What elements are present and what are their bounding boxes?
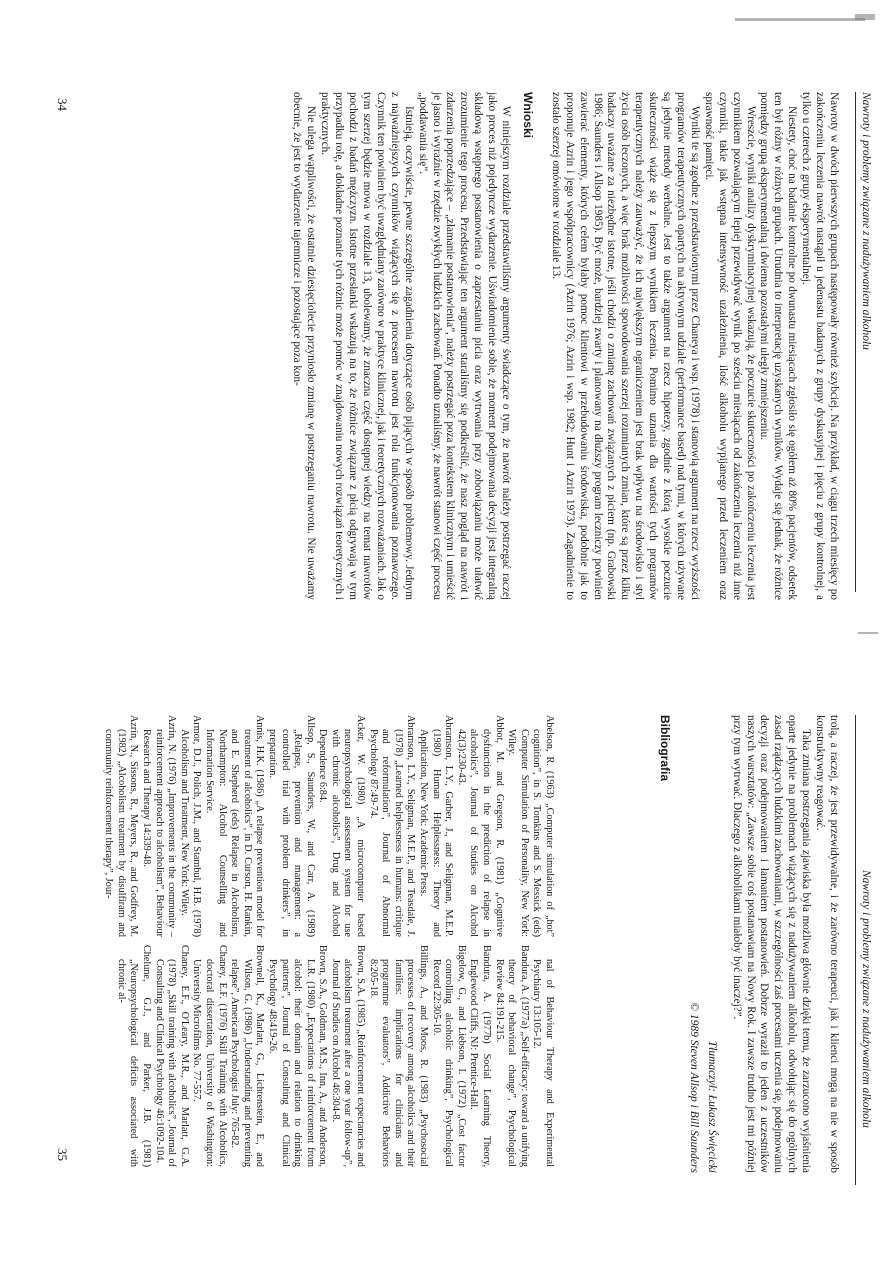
reference-entry: Chaney, E.F. (1976) Skill Training with Alcoholics, doctoral dissertation, University of Washington: University Microfilms No. 77-557. (191, 945, 228, 1167)
header-rule-right (855, 715, 856, 1185)
paragraph: Istnieją, oczywiście, pewne szczególne zagadnienia dotyczące osób pijących w sposób problemowy. Jednym z najważniejszych czynników wiążących się z procesem nawrotu jest rola funkcjonowania poznawczego. Czynnik ten powinien być uwzględniany zarówno w praktyce klinicznej, jak i teoretycznych rozważaniach. Jak o tym szerzej będzie mowa w rozdziale 13, ubolewamy, że znaczna część dostępnej wiedzy na temat nawrotów pochodzi z badań mężczyzn. Istotne przesłanki wskazują na to, że różnice związane z płcią odgrywają w tym przypadku rolę, a dokładne poznanie tych różnic może pomóc w znajdowaniu nowych rozwiązań teoretycznych i praktycznych. (319, 92, 415, 600)
reference-entry: Chaney, E.F., O'Leary, M.R., and Marlatt, G.A. (1978) „Skill training with alcoholics”, Journal of Consulting and Clinical Psychology 46:1092-104. (153, 945, 190, 1167)
scan-mark (855, 14, 875, 20)
reference-entry: Abramson, L.Y., Seligman, M.E.P., and Teasdale, J. (1978) „Learned helplessness in humans: critique and reformulation”, Journal of Abnormal Psychology 87:49-74. (367, 715, 417, 937)
reference-entry: Bigelow, G., and Liebson, I. (1972) „Cost factor controlling alcoholic drinking”, Psychological Record 22:305-10. (430, 945, 467, 1167)
reference-entry: Abramson, L.Y., Garber, J., and Seligman, M.E.P. (1980) Human Helplessness: Theory and Application, New York: Academic Press. (418, 715, 455, 937)
reference-entry: nal of Behaviour Therapy and Experimental Psychiatry 13:105-12. (531, 959, 555, 1167)
bibliography-column-1 (102, 715, 555, 937)
reference-entry: Brown, S.A., Goldman, M.S., Inn, A., and Anderson, L.R. (1980) „Expectations of reinforcement from alcohol: their domain and relation to drinking patterns”, Journal of Consulting and Clinical Psychology 48:419-26. (266, 945, 329, 1167)
paragraph: Nie ulega wątpliwości, że ostatnie dziesięciolecie przyniosło zmianę w postrzeganiu nawrotu. Nie uważamy obecnie, że jest to wydarzenie tajemnicze i pozostające poza kon- (291, 92, 318, 600)
reference-entry: Bandura, A. (1977b) Social Learning Theory, Englewood Cliffs, NJ: Prentice-Hall. (468, 945, 493, 1167)
reference-entry: Brown, S.A. (1985) „Reinforcement expectancies and alcoholism treatment after a one year follow-up”, Journal of Studies on Alcohol 46:304-8. (329, 945, 367, 1167)
section-heading-conclusions: Wnioski (520, 92, 535, 139)
signature-block (685, 715, 721, 1173)
reference-entry: Allsop, S., Saunders, W., and Carr, A. (1989) „Relapse, prevention and management: a controlled trial with problem drinkers”, in preparation. (266, 715, 316, 937)
left-page-body (290, 92, 840, 600)
reference-entry: Billings, A., and Moos, R. (1983) „Psychosocial processes of recovery among alcoholics and their families: implications for clinicians and programme evaluators”, Addictive Behaviors 8:205-18. (367, 945, 430, 1167)
reference-entry: Chelune, G.J., and Parker, J.B. (1981) „Neuropsychological deficits associated with chronic al- (115, 945, 152, 1167)
copyright-line: © 1989 Steven Allsop i Bill Saunders (687, 1002, 700, 1173)
paragraph: Niestety, choć na badanie kontrolne po dwunastu miesiącach zgłosiło się ogółem aż 80% pacjentów, odsetek ten był różny w różnych grupach. Utrudnia to interpretację uzyskanych wyników. Wydaje się jednak, że różnice pomiędzy grupą eksperymentalną i dwiema pozostałymi uległy zmniejszeniu. (758, 92, 799, 600)
scan-mark (735, 18, 865, 21)
scan-mark (858, 632, 878, 634)
reference-entry: Acker, W. (1980) „A microcomputer based neuropsychological assessment system for use with chronic alcoholics”, Drug and Alcohol Dependence 6:84. (317, 715, 367, 937)
paragraph: Taka zmiana postrzegania zjawiska była możliwa głównie dzięki temu, że zarzucono wyjaśnienia oparte jedynie na problemach wiążących się z nadużywaniem alkoholu, odwołując się do ogólnych zasad rządzących ludzkimi zachowaniami, w szczególności zaś procesami uczenia się, podejmowaniu decyzji oraz podejmowaniem i łamaniem postanowień. Dobrze wyraził to jeden z uczestników naszych warsztatów: „Zawsze sobie coś postanawiam na Nowy Rok. I zawsze trudno jest mi później przy tym wytrwać. Dlaczego z alkoholikami miałoby być inaczej?”. (730, 715, 813, 1173)
paragraph: W niniejszym rozdziale przedstawiliśmy argumenty świadczące o tym, że nawrót należy postrzegać raczej jako proces niż pojedyncze wydarzenie. Uświadomienie sobie, że moment podejmowania decyzji jest integralną składową wstępnego postanowienia o zaprzestaniu picia oraz wytrwania przy zobowiązaniu może ułatwić zrozumienie tego procesu. Przedstawiając ten argument staraliśmy się podkreślić, że nasz pogląd na nawrót i zdarzenia poprzedzające – „złamanie postanowienia”, należy postrzegać poza kontekstem klinicznym i umieścić je jasno i wyraźnie w rzędzie zwykłych ludzkich zachowań. Ponadto uznaliśmy, że nawrót stanowi część procesu „poddawania się”. (416, 92, 513, 600)
translator-credit: Tłumaczył: Łukasz Święcicki (705, 1040, 718, 1173)
reference-entry: Abelson, R. (1963) „Computer simulation of „hot” cognition”, in S. Tomkins and S. Messick (eds) Computer Simulation of Personality, New York: Wiley. (506, 715, 555, 937)
reference-entry: Armor, D.J., Polich, J.M., and Stambul, H.B. (1978) Alcoholism and Treatment, New York: Wiley. (178, 715, 203, 937)
reference-entry: Brownell, K., Marlatt, G., Lichtenstein, E., and Wilson, G. (1986) „Understanding and preventing relapse”, American Psychologist July: 765-82. (229, 945, 266, 1167)
reference-entry: Azrin, N. (1976) „Improvements in the community – reinforcement approach to alcoholism”, Behaviour Research and Therapy 14:339-48. (141, 715, 178, 937)
reference-entry: Annis, H.K. (1986) „A relapse prevention model for treatment of alcoholics”, in D. Curson, H. Rankin, and E. Shepherd (eds) Relapse in Alcoholism, Northampton: Alcohol Counselling and Information Service. (203, 715, 266, 937)
reference-entry: Abbot, M. and Gregson, R. (1981) „Cognitive dysfunction in the prediction of relapse in alcoholics”, Journal of Studies on Alcohol 42(3):230-43. (455, 715, 505, 937)
paragraph: Wyniki te są zgodne z przedstawionymi przez Chaneya i wsp. (1978) i stanowią argument na rzecz wyższości programów terapeutycznych opartych na aktywnym udziale (performance based) nad tymi, w których używane są jedynie metody werbalne. Jest to także argument na rzecz hipotezy, zgodnie z którą wysokie poczucie skuteczności wiąże się z lepszym wynikiem leczenia. Pomimo uznania dla wartości tych programów terapeutycznych należy zauważyć, że ich największym ograniczeniem jest brak wpływu na środowisko i styl życia osób leczonych, a więc brak możliwości spowodowania szerzej rozumianych zmian, które są przez kilku badaczy uważane za niezbędne istotne, jeśli chodzi o zmianę zachowań związanych z piciem (np. Grabowski 1986; Saunders i Allsop 1985). Być może, bardziej zwarty i planowany na dłuższy program leczniczy powinien zawierać elementy, których celem byłaby pomoc klientowi w przebudowaniu środowiska, podobnie jak to proponuje Azrin i jego współpracownicy (Azrin 1976; Azrin i wsp. 1982; Hunt i Azrin 1973). Zagadnienie to zostało szerzej omówione w rozdziale 13. (549, 92, 701, 600)
page-number-left: 34 (55, 98, 70, 111)
header-rule-left (855, 92, 856, 592)
running-head-left: Nawroty i problemy związane z nadużywaniem alkoholu (860, 92, 872, 350)
running-head-right: Nawroty i problemy związane z nadużywaniem alkoholu (860, 870, 872, 1128)
page-number-right: 35 (55, 1148, 70, 1161)
section-heading-bibliography: Bibliografia (657, 715, 672, 782)
reference-entry: Bandura, A. (1977a) „Self-efficacy: toward a unifying theory of behavioral change”, Psychological Review 84:191-215. (493, 945, 530, 1167)
paragraph: Nawroty w dwóch pierwszych grupach następowały również szybciej. Na przykład, w ciągu trzech miesięcy po zakończeniu leczenia nawrót nastąpił u jedenastu badanych z grupy dyskusyjnej i pięciu z grupy kontrolnej, a tylko u czterech z grupy eksperymentalnej. (800, 92, 840, 600)
reference-entry: Azrin, N., Sissons, R., Meyers, R., and Godfrey, M. (1982) „Alcoholism treatment by disulfiram and community reinforcement therapy”, Jour- (103, 715, 140, 937)
paragraph: Wreszcie, wyniki analizy dyskryminacyjnej wskazują, że poczucie skuteczności po zakończeniu leczenia jest czynnikiem pozwalającym lepiej przewidywać wynik po sześciu miesiącach od zakończenia leczenia niż inne czynniki, takie jak wstępna intensywność uzależnienia, ilość alkoholu wypijanego przed leczeniem oraz sprawność pamięci. (702, 92, 757, 600)
bibliography-column-2 (114, 945, 555, 1167)
right-page-top-text (649, 715, 840, 1173)
paragraph: trolą, a raczej, że jest przewidywalne, i że zarówno terapeuci, jak i klienci mogą na nie w sposób konstruktywny reagować. (814, 715, 840, 1173)
